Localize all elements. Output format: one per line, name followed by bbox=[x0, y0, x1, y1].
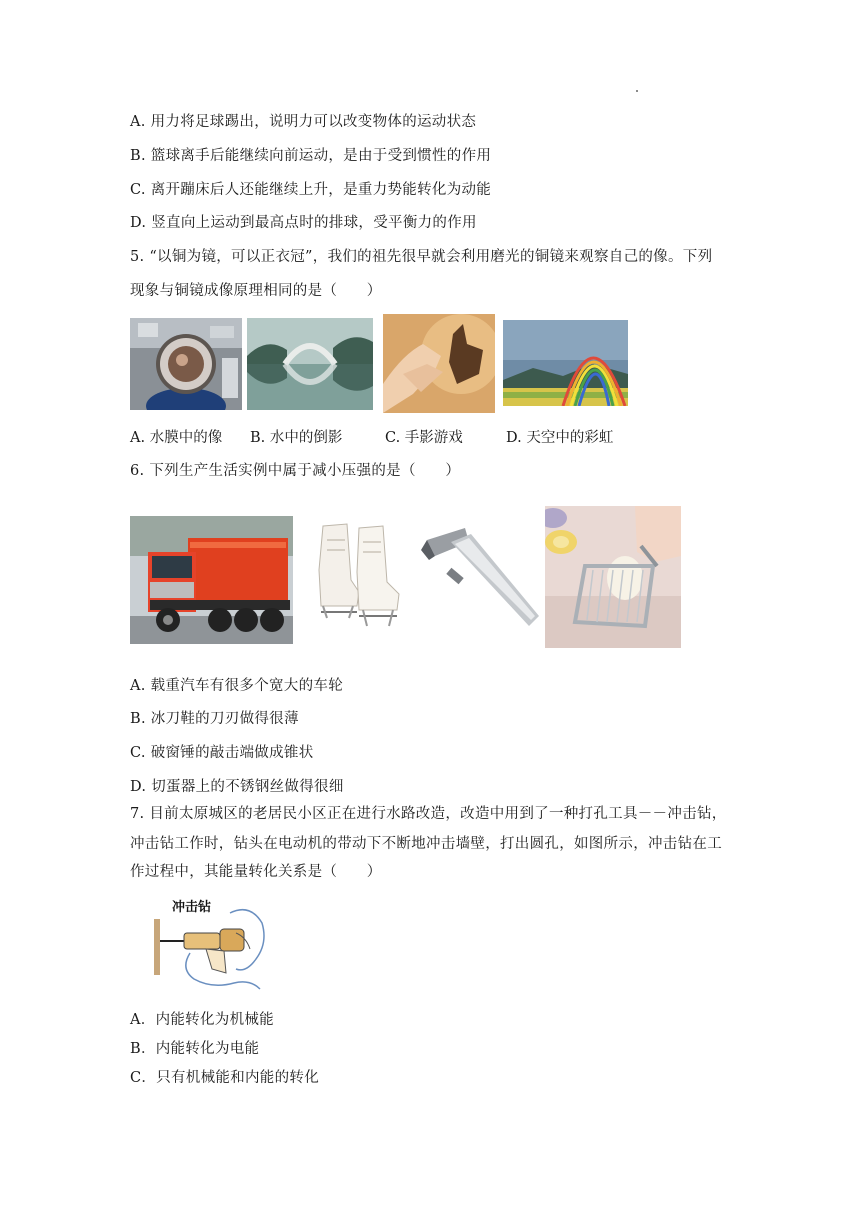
page-dot bbox=[636, 90, 638, 92]
q4-option-d: D. 竖直向上运动到最高点时的排球，受平衡力的作用 bbox=[130, 215, 477, 231]
q6-option-b: B. 冰刀鞋的刀刃做得很薄 bbox=[130, 711, 299, 727]
impact-drill-figure bbox=[150, 893, 270, 993]
q4-option-a: A. 用力将足球踢出，说明力可以改变物体的运动状态 bbox=[130, 114, 477, 130]
q5-option-d: D. 天空中的彩虹 bbox=[506, 430, 614, 446]
q6-option-d: D. 切蛋器上的不锈钢丝做得很细 bbox=[130, 779, 344, 795]
rainbow-image bbox=[503, 320, 628, 406]
q4-option-b: B. 篮球离手后能继续向前运动，是由于受到惯性的作用 bbox=[130, 148, 492, 164]
q7-option-c: C．只有机械能和内能的转化 bbox=[130, 1070, 319, 1086]
q6-option-a: A. 载重汽车有很多个宽大的车轮 bbox=[130, 678, 343, 694]
water-film-image bbox=[130, 318, 242, 410]
q7-stem-line3: 作过程中，其能量转化关系是（ ） bbox=[130, 864, 382, 880]
q6-stem: 6. 下列生产生活实例中属于减小压强的是（ ） bbox=[130, 463, 461, 479]
q5-option-c: C. 手影游戏 bbox=[385, 430, 463, 446]
drill-figure-label: 冲击钻 bbox=[172, 900, 212, 915]
shadow-puppet-image bbox=[383, 314, 495, 413]
window-hammer-image bbox=[421, 520, 544, 635]
q5-option-a: A. 水膜中的像 bbox=[130, 430, 223, 446]
q5-option-b: B. 水中的倒影 bbox=[250, 430, 343, 446]
q4-option-c: C. 离开蹦床后人还能继续上升，是重力势能转化为动能 bbox=[130, 182, 492, 198]
q7-option-a: A．内能转化为机械能 bbox=[130, 1012, 274, 1028]
q5-stem-line2: 现象与铜镜成像原理相同的是（ ） bbox=[130, 283, 382, 299]
ice-skates-image bbox=[313, 520, 406, 635]
q7-stem-line1: 7. 目前太原城区的老居民小区正在进行水路改造，改造中用到了一种打孔工具－－冲击钻， bbox=[130, 806, 727, 822]
water-reflection-image bbox=[247, 318, 373, 410]
q5-stem-line1: 5. “以铜为镜，可以正衣冠”，我们的祖先很早就会利用磨光的铜镜来观察自己的像。下列 bbox=[130, 249, 713, 265]
egg-slicer-image bbox=[545, 506, 681, 648]
q6-option-c: C. 破窗锤的敲击端做成锥状 bbox=[130, 745, 314, 761]
q7-option-b: B．内能转化为电能 bbox=[130, 1041, 260, 1057]
q7-stem-line2: 冲击钻工作时，钻头在电动机的带动下不断地冲击墙壁，打出圆孔，如图所示，冲击钻在工 bbox=[130, 836, 722, 852]
truck-image bbox=[130, 516, 293, 644]
